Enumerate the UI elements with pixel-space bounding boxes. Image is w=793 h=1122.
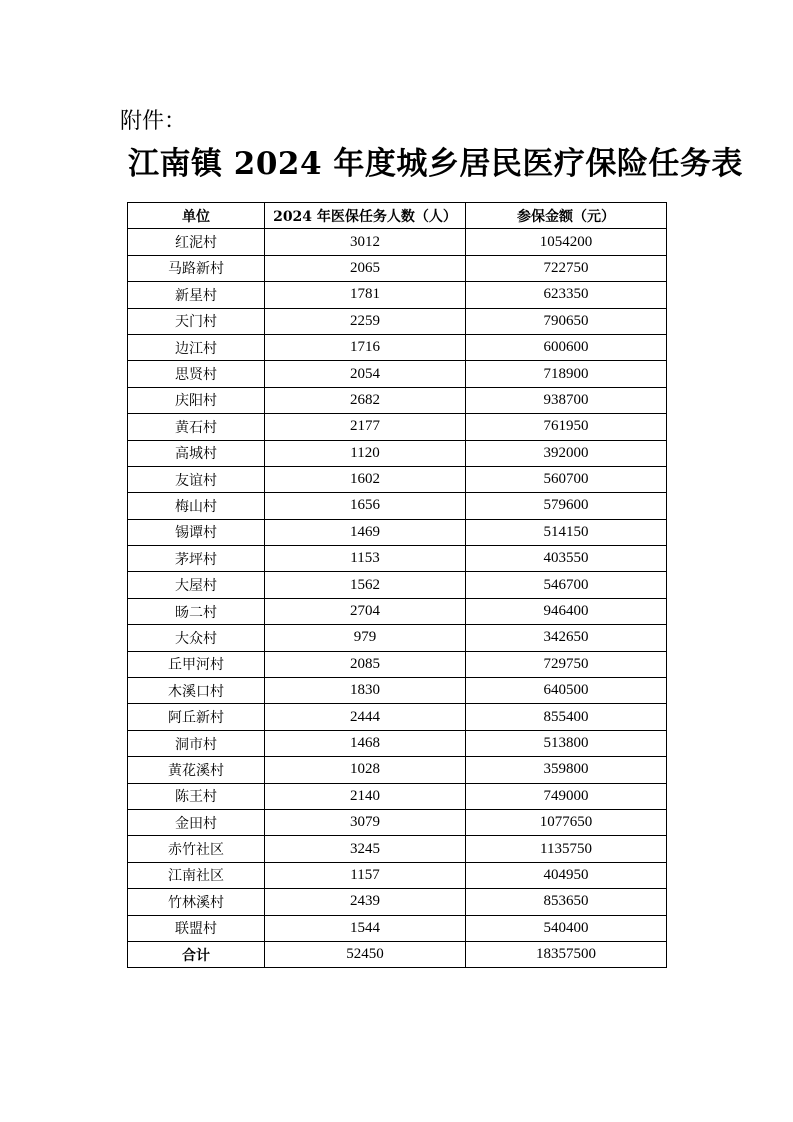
amount: 1135750	[466, 836, 667, 862]
task-count: 2065	[265, 255, 466, 281]
amount: 404950	[466, 862, 667, 888]
amount: 718900	[466, 361, 667, 387]
table-row	[128, 308, 667, 334]
table-row	[128, 414, 667, 440]
task-count: 979	[265, 625, 466, 651]
unit-name: 友谊村	[128, 466, 265, 492]
table-row	[128, 598, 667, 624]
table-row	[128, 757, 667, 783]
unit-name: 马路新村	[128, 255, 265, 281]
unit-name: 思贤村	[128, 361, 265, 387]
task-count: 3079	[265, 809, 466, 835]
task-count: 1562	[265, 572, 466, 598]
amount: 579600	[466, 493, 667, 519]
amount: 1077650	[466, 809, 667, 835]
amount: 560700	[466, 466, 667, 492]
table-row	[128, 519, 667, 545]
amount: 403550	[466, 546, 667, 572]
task-count: 2682	[265, 387, 466, 413]
task-count: 2085	[265, 651, 466, 677]
table-row	[128, 361, 667, 387]
unit-name: 黄花溪村	[128, 757, 265, 783]
total-amount: 18357500	[466, 941, 667, 967]
amount: 640500	[466, 678, 667, 704]
document-title: 江南镇 2024 年度城乡居民医疗保险任务表	[128, 146, 743, 182]
unit-name: 旸二村	[128, 598, 265, 624]
unit-name: 洞市村	[128, 730, 265, 756]
task-count: 1656	[265, 493, 466, 519]
amount: 359800	[466, 757, 667, 783]
amount: 946400	[466, 598, 667, 624]
amount: 761950	[466, 414, 667, 440]
table-header-row	[128, 203, 667, 229]
unit-name: 联盟村	[128, 915, 265, 941]
unit-name: 丘甲河村	[128, 651, 265, 677]
task-count: 1157	[265, 862, 466, 888]
insurance-task-table	[127, 202, 667, 968]
unit-name: 大屋村	[128, 572, 265, 598]
table-row	[128, 730, 667, 756]
unit-name: 庆阳村	[128, 387, 265, 413]
amount: 853650	[466, 889, 667, 915]
task-count: 1544	[265, 915, 466, 941]
task-count: 1468	[265, 730, 466, 756]
total-task-count: 52450	[265, 941, 466, 967]
task-count: 2444	[265, 704, 466, 730]
task-count: 3245	[265, 836, 466, 862]
task-count: 1120	[265, 440, 466, 466]
task-count: 1153	[265, 546, 466, 572]
task-count: 1469	[265, 519, 466, 545]
table-row	[128, 440, 667, 466]
amount: 623350	[466, 282, 667, 308]
table-row	[128, 678, 667, 704]
task-count: 1602	[265, 466, 466, 492]
amount: 540400	[466, 915, 667, 941]
table-row	[128, 625, 667, 651]
task-count: 1830	[265, 678, 466, 704]
amount: 938700	[466, 387, 667, 413]
table-row	[128, 836, 667, 862]
task-count: 2439	[265, 889, 466, 915]
table-row	[128, 809, 667, 835]
amount: 342650	[466, 625, 667, 651]
amount: 514150	[466, 519, 667, 545]
task-count: 3012	[265, 229, 466, 255]
attachment-label: 附件：	[120, 109, 187, 134]
unit-name: 陈王村	[128, 783, 265, 809]
table-row	[128, 572, 667, 598]
table-row	[128, 229, 667, 255]
unit-name: 黄石村	[128, 414, 265, 440]
table-row	[128, 889, 667, 915]
table-row	[128, 651, 667, 677]
table-row	[128, 387, 667, 413]
unit-name: 竹林溪村	[128, 889, 265, 915]
unit-name: 锡谭村	[128, 519, 265, 545]
unit-name: 天门村	[128, 308, 265, 334]
unit-name: 赤竹社区	[128, 836, 265, 862]
task-count: 2177	[265, 414, 466, 440]
unit-name: 边江村	[128, 334, 265, 360]
task-count: 2259	[265, 308, 466, 334]
amount: 1054200	[466, 229, 667, 255]
unit-name: 高城村	[128, 440, 265, 466]
task-count: 1716	[265, 334, 466, 360]
amount: 855400	[466, 704, 667, 730]
table-row	[128, 255, 667, 281]
task-count: 2704	[265, 598, 466, 624]
amount: 546700	[466, 572, 667, 598]
unit-name: 红泥村	[128, 229, 265, 255]
table-row	[128, 466, 667, 492]
table-row	[128, 704, 667, 730]
amount: 749000	[466, 783, 667, 809]
table-row	[128, 282, 667, 308]
unit-name: 阿丘新村	[128, 704, 265, 730]
task-count: 1781	[265, 282, 466, 308]
table-row	[128, 493, 667, 519]
total-label: 合计	[128, 941, 265, 967]
header-task-count: 2024 年医保任务人数（人）	[265, 203, 466, 229]
task-count: 2140	[265, 783, 466, 809]
amount: 722750	[466, 255, 667, 281]
table-row	[128, 862, 667, 888]
unit-name: 木溪口村	[128, 678, 265, 704]
amount: 729750	[466, 651, 667, 677]
table-total-row	[128, 941, 667, 967]
unit-name: 梅山村	[128, 493, 265, 519]
table-row	[128, 334, 667, 360]
amount: 790650	[466, 308, 667, 334]
amount: 513800	[466, 730, 667, 756]
amount: 392000	[466, 440, 667, 466]
unit-name: 大众村	[128, 625, 265, 651]
unit-name: 新星村	[128, 282, 265, 308]
header-unit: 单位	[128, 203, 265, 229]
task-count: 1028	[265, 757, 466, 783]
header-amount: 参保金额（元）	[466, 203, 667, 229]
table-row	[128, 915, 667, 941]
table-row	[128, 783, 667, 809]
unit-name: 江南社区	[128, 862, 265, 888]
unit-name: 茅坪村	[128, 546, 265, 572]
unit-name: 金田村	[128, 809, 265, 835]
amount: 600600	[466, 334, 667, 360]
table-row	[128, 546, 667, 572]
task-count: 2054	[265, 361, 466, 387]
